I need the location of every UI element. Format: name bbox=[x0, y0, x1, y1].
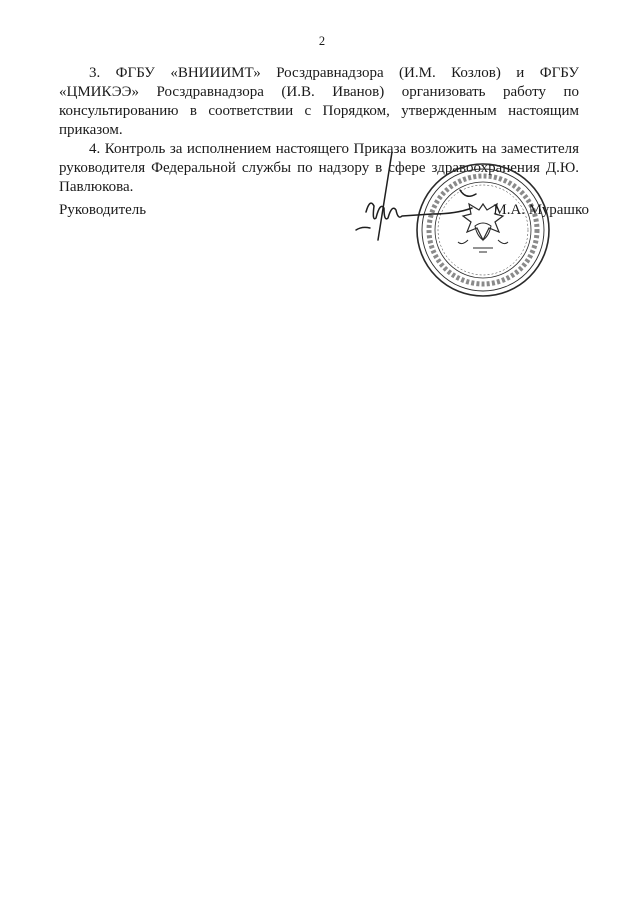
paragraph-3: 3. ФГБУ «ВНИИИМТ» Росздравнадзора (И.М. Козлов) и ФГБУ «ЦМИКЭЭ» Росздравнадзора (И.В. Иванов) организовать работу по консультированию в соответствии с Порядком, утвержденным настоящим приказом. bbox=[59, 65, 579, 138]
page-number: 2 bbox=[318, 34, 326, 48]
signatory-title: Руководитель bbox=[59, 202, 147, 218]
handwritten-signature-icon bbox=[348, 150, 508, 250]
signatory-name: М.А. Мурашко bbox=[493, 202, 589, 218]
paragraph-4: 4. Контроль за исполнением настоящего Приказа возложить на заместителя руководителя Федеральной службы по надзору в сфере здравоохранения Д.Ю. Павлюкова. bbox=[59, 141, 579, 195]
signature-block bbox=[59, 202, 589, 226]
